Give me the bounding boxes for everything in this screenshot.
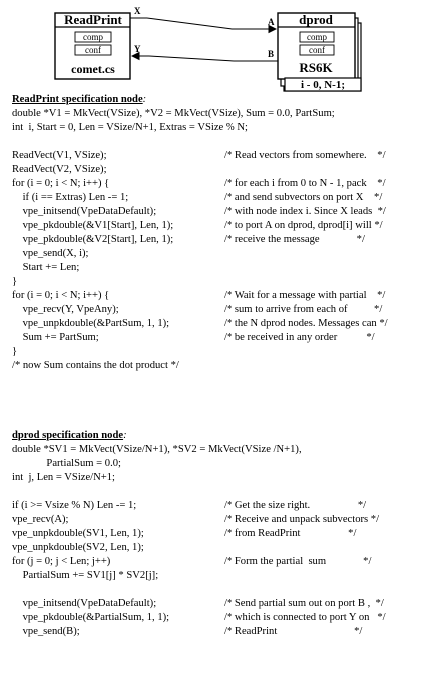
code-line [12, 345, 437, 359]
code-text: vpe_pkdouble(&PartialSum, 1, 1); [12, 612, 170, 623]
code-text: vpe_unpkdouble(&PartSum, 1, 1); [12, 318, 170, 329]
code-line [12, 163, 437, 177]
connection-x-to-a[interactable] [130, 18, 276, 29]
readprint-title: ReadPrint [64, 12, 122, 27]
dprod-spec-heading-text: dprod specification node [12, 430, 124, 441]
code-line [12, 219, 437, 233]
code-text: vpe_unpkdouble(SV2, Len, 1); [12, 542, 144, 553]
code-text: vpe_pkdouble(&V1[Start], Len, 1); [12, 220, 174, 231]
code-line [12, 275, 437, 289]
code-line [12, 331, 437, 345]
dprod-code-lines [12, 443, 437, 639]
code-line [12, 583, 437, 597]
code-text: vpe_initsend(VpeDataDefault); [12, 206, 157, 217]
connection-b-to-y[interactable] [132, 56, 278, 61]
code-line [12, 597, 437, 611]
code-line [12, 191, 437, 205]
process-graph-diagram [0, 0, 439, 92]
code-comment: /* the N dprod nodes. Messages can */ [224, 318, 388, 329]
dprod-host: RS6K [299, 60, 333, 75]
readprint-host: comet.cs [71, 62, 115, 76]
code-comment: /* Read vectors from somewhere. */ [224, 150, 386, 161]
code-line [12, 443, 437, 457]
code-line [12, 135, 437, 149]
port-b-label: B [268, 49, 275, 59]
code-comment: /* from ReadPrint */ [224, 528, 357, 539]
code-line [12, 499, 437, 513]
readprint-node[interactable] [55, 12, 130, 79]
code-text: double *V1 = MkVect(VSize), *V2 = MkVect(VSize), Sum = 0.0, PartSum; [12, 108, 335, 119]
code-line [12, 359, 437, 373]
code-text: Sum += PartSum; [12, 332, 99, 343]
code-text: double *SV1 = MkVect(VSize/N+1), *SV2 = MkVect(VSize /N+1), [12, 444, 302, 455]
code-comment: /* to port A on dprod, dprod[i] will */ [224, 220, 383, 231]
code-text: vpe_pkdouble(&V2[Start], Len, 1); [12, 234, 174, 245]
code-text: } [12, 346, 18, 357]
code-comment: /* sum to arrive from each of */ [224, 304, 383, 315]
code-text: for (i = 0; i < N; i++) { [12, 178, 110, 189]
code-line [12, 457, 437, 471]
code-comment: /* be received in any order */ [224, 332, 375, 343]
code-text: int j, Len = VSize/N+1; [12, 472, 115, 483]
code-line [12, 485, 437, 499]
code-line [12, 149, 437, 163]
readprint-comp-label: comp [83, 32, 103, 42]
dprod-conf-label: conf [309, 45, 325, 55]
code-line [12, 471, 437, 485]
code-line [12, 261, 437, 275]
dprod-spec [12, 429, 437, 639]
code-line [12, 555, 437, 569]
code-text: vpe_send(X, i); [12, 248, 89, 259]
code-line [12, 625, 437, 639]
heading-colon: : [142, 94, 147, 105]
code-line [12, 303, 437, 317]
code-line [12, 611, 437, 625]
code-line [12, 569, 437, 583]
heading-colon: : [123, 430, 127, 441]
code-comment: /* Get the size right. */ [224, 500, 367, 511]
code-line [12, 177, 437, 191]
code-text: vpe_send(B); [12, 626, 80, 637]
code-comment: /* for each i from 0 to N - 1, pack */ [224, 178, 386, 189]
code-comment: /* which is connected to port Y on */ [224, 612, 386, 623]
code-comment: /* Form the partial sum */ [224, 556, 372, 567]
code-text: PartialSum += SV1[j] * SV2[j]; [12, 570, 159, 581]
code-line [12, 247, 437, 261]
code-text: Start += Len; [12, 262, 80, 273]
readprint-spec-heading [12, 93, 437, 107]
code-text: ReadVect(V1, VSize); [12, 150, 107, 161]
code-text: vpe_recv(A); [12, 514, 69, 525]
readprint-code-lines [12, 107, 437, 373]
code-line [12, 541, 437, 555]
code-text: } [12, 276, 18, 287]
code-text: for (j = 0; j < Len; j++) [12, 556, 111, 567]
code-text: if (i >= Vsize % N) Len -= 1; [12, 500, 137, 511]
code-line [12, 205, 437, 219]
code-line [12, 317, 437, 331]
code-text: vpe_recv(Y, VpeAny); [12, 304, 119, 315]
code-comment: /* with node index i. Since X leads */ [224, 206, 386, 217]
code-text: vpe_initsend(VpeDataDefault); [12, 598, 157, 609]
dprod-spec-heading [12, 429, 437, 443]
code-line [12, 289, 437, 303]
port-y-label: Y [134, 44, 141, 54]
code-text: vpe_unpkdouble(SV1, Len, 1); [12, 528, 144, 539]
code-text: /* now Sum contains the dot product */ [12, 360, 179, 371]
readprint-spec [12, 93, 437, 373]
code-line [12, 107, 437, 121]
replication-range: i - 0, N-1; [301, 79, 345, 91]
dprod-comp-label: comp [307, 32, 327, 42]
code-line [12, 513, 437, 527]
code-comment: /* receive the message */ [224, 234, 365, 245]
port-x-label: X [134, 6, 141, 16]
code-comment: /* ReadPrint */ [224, 626, 363, 637]
port-a-label: A [268, 17, 275, 27]
code-text: PartialSum = 0.0; [12, 458, 121, 469]
code-text: int i, Start = 0, Len = VSize/N+1, Extras = VSize % N; [12, 122, 248, 133]
code-text: for (i = 0; i < N; i++) { [12, 290, 110, 301]
code-text: if (i == Extras) Len -= 1; [12, 192, 129, 203]
code-line [12, 233, 437, 247]
readprint-spec-heading-text: ReadPrint specification node [12, 94, 143, 105]
readprint-conf-label: conf [85, 45, 101, 55]
code-text: ReadVect(V2, VSize); [12, 164, 107, 175]
dprod-title: dprod [299, 12, 333, 27]
code-line [12, 121, 437, 135]
code-comment: /* Send partial sum out on port B , */ [224, 598, 384, 609]
dprod-node[interactable] [278, 12, 361, 91]
code-comment: /* Receive and unpack subvectors */ [224, 514, 380, 525]
code-comment: /* Wait for a message with partial */ [224, 290, 386, 301]
code-line [12, 527, 437, 541]
code-comment: /* and send subvectors on port X */ [224, 192, 383, 203]
